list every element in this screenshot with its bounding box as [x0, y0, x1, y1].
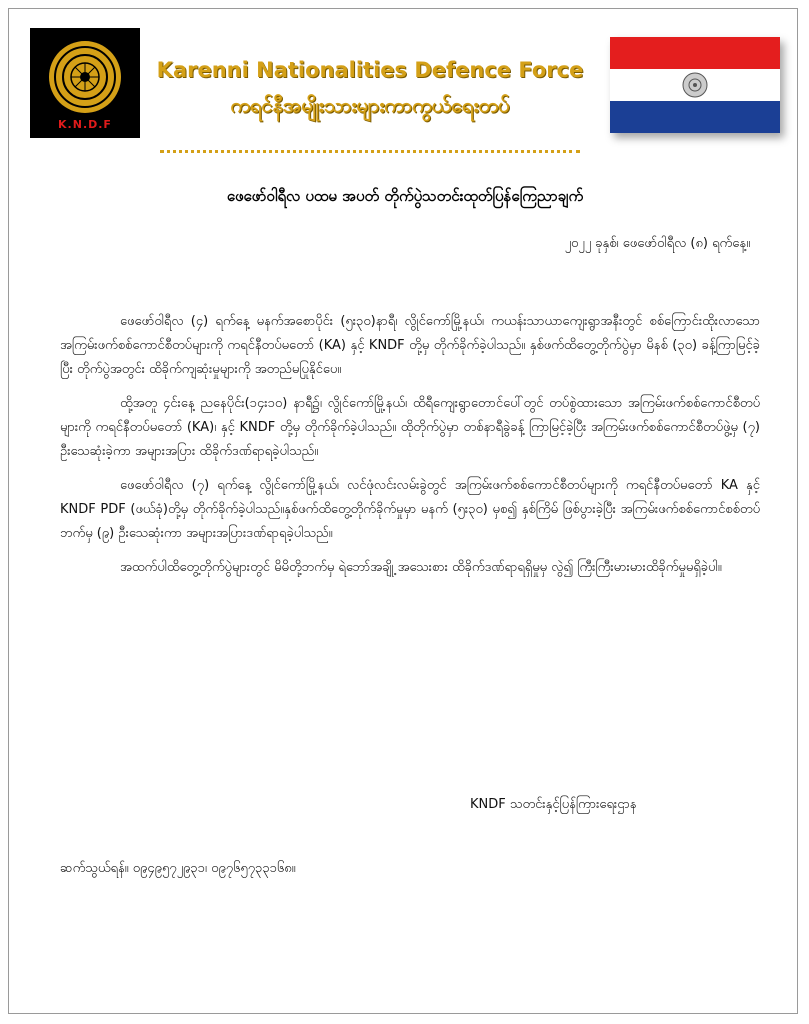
org-name-myanmar: ကရင်နီအမျိုးသားများကာကွယ်ရေးတပ် — [230, 93, 510, 117]
document-date: ၂၀၂၂ ခုနှစ်၊ ဖေဖော်ဝါရီလ (၈) ရက်နေ့။ — [564, 236, 750, 251]
kndf-emblem-icon — [40, 38, 130, 116]
document-body — [60, 310, 760, 590]
header-divider — [160, 150, 580, 153]
flag-blue-band — [610, 101, 780, 133]
flag-white-band — [610, 69, 780, 101]
kndf-logo — [30, 28, 140, 138]
contact-info: ဆက်သွယ်ရန်။ ၀၉၄၉၅၇၂၉၃၁၊ ၀၉၇၆၅၇၃၃၁၆၈။ — [60, 861, 296, 876]
karenni-flag — [610, 37, 780, 133]
org-name-english: Karenni Nationalities Defence Force — [156, 58, 584, 82]
paragraph: ထို့အတူ ၄င်းနေ့ ညနေပိုင်း(၁၄း၁၀) နာရီ၌၊ လွိုင်ကော်မြို့နယ်၊ ထိရီကျေးရွာတောင်ပေါ်တွင် တပ်စွဲထားသော အကြမ်းဖက်စစ်ကောင်စီတပ်များကို ကရင်နီတပ်မတော် (KA)၊ နှင့် KNDF တို့မှ တိုက်ခိုက်ခဲ့ပါသည်။ ထိုတိုက်ပွဲမှာ တစ်နာရီခွဲခန့် ကြာမြင့်ခဲ့ပြီး အကြမ်းဖက်စစ်ကောင်စီတပ်ဖွဲ့မှ (၇) ဦးသေဆုံးခဲ့ကာ အများအပြား ထိခိုက်ဒဏ်ရာရခဲ့ပါသည်။ — [60, 396, 760, 459]
paragraph: ဖေဖော်ဝါရီလ (၄) ရက်နေ့ မနက်အစောပိုင်း (၅း၃၀)နာရီ၊ လွိုင်ကော်မြို့နယ်၊ ကယန်းသာယာကျေးရွာအနီးတွင် စစ်ကြောင်းထိုးလာသော အကြမ်းဖက်စစ်ကောင်စီတပ်များကို ကရင်နီတပ်မတော် (KA) နှင့် KNDF တို့မှ တိုက်ခိုက်ခဲ့ပါသည်။ နှစ်ဖက်ထိတွေ့တိုက်ပွဲမှာ မိနစ် (၃၀) ခန့်ကြာမြင့်ခဲ့ပြီး တိုက်ပွဲအတွင်း ထိခိုက်ကျဆုံးမှုများကို အတည်မပြုနိုင်ပေ။ — [60, 314, 760, 377]
logo-text: K.N.D.F — [58, 118, 112, 131]
flag-emblem-icon — [681, 71, 709, 99]
paragraph: အထက်ပါထိတွေ့တိုက်ပွဲများတွင် မိမိတို့ဘက်မှ ရဲဘော်အချို့ အသေးစား ထိခိုက်ဒဏ်ရာရရှိမှုမှ လွဲ၍ ကြီးကြီးမားမားထိခိုက်မှုမရှိခဲ့ပါ။ — [120, 560, 722, 575]
flag-red-band — [610, 37, 780, 69]
paragraph: ဖေဖော်ဝါရီလ (၇) ရက်နေ့ လွိုင်ကော်မြို့နယ်၊ လင်ဖုံလင်းလမ်းခွဲတွင် အကြမ်းဖက်စစ်ကောင်စီတပ်များကို ကရင်နီတပ်မတော် KA နှင့် KNDF PDF (ဖယ်ခုံ)တို့မှ တိုက်ခိုက်ခဲ့ပါသည်။နှစ်ဖက်ထိတွေ့တိုက်ခိုက်မှုမှာ မနက် (၅း၃၀) မှစ၍ နှစ်ကြိမ် ဖြစ်ပွားခဲ့ပြီး အကြမ်းဖက်စစ်ကောင်စစ်တပ်ဘက်မှ (၉) ဦးသေဆုံးကာ အများအပြားဒဏ်ရာရခဲ့ပါသည်။ — [60, 478, 760, 541]
signature: KNDF သတင်းနှင့်ပြန်ကြားရေးဌာန — [470, 797, 637, 812]
document-title: ဖေဖော်ဝါရီလ ပထမ အပတ် တိုက်ပွဲသတင်းထုတ်ပြန်ကြေညာချက် — [226, 187, 584, 205]
